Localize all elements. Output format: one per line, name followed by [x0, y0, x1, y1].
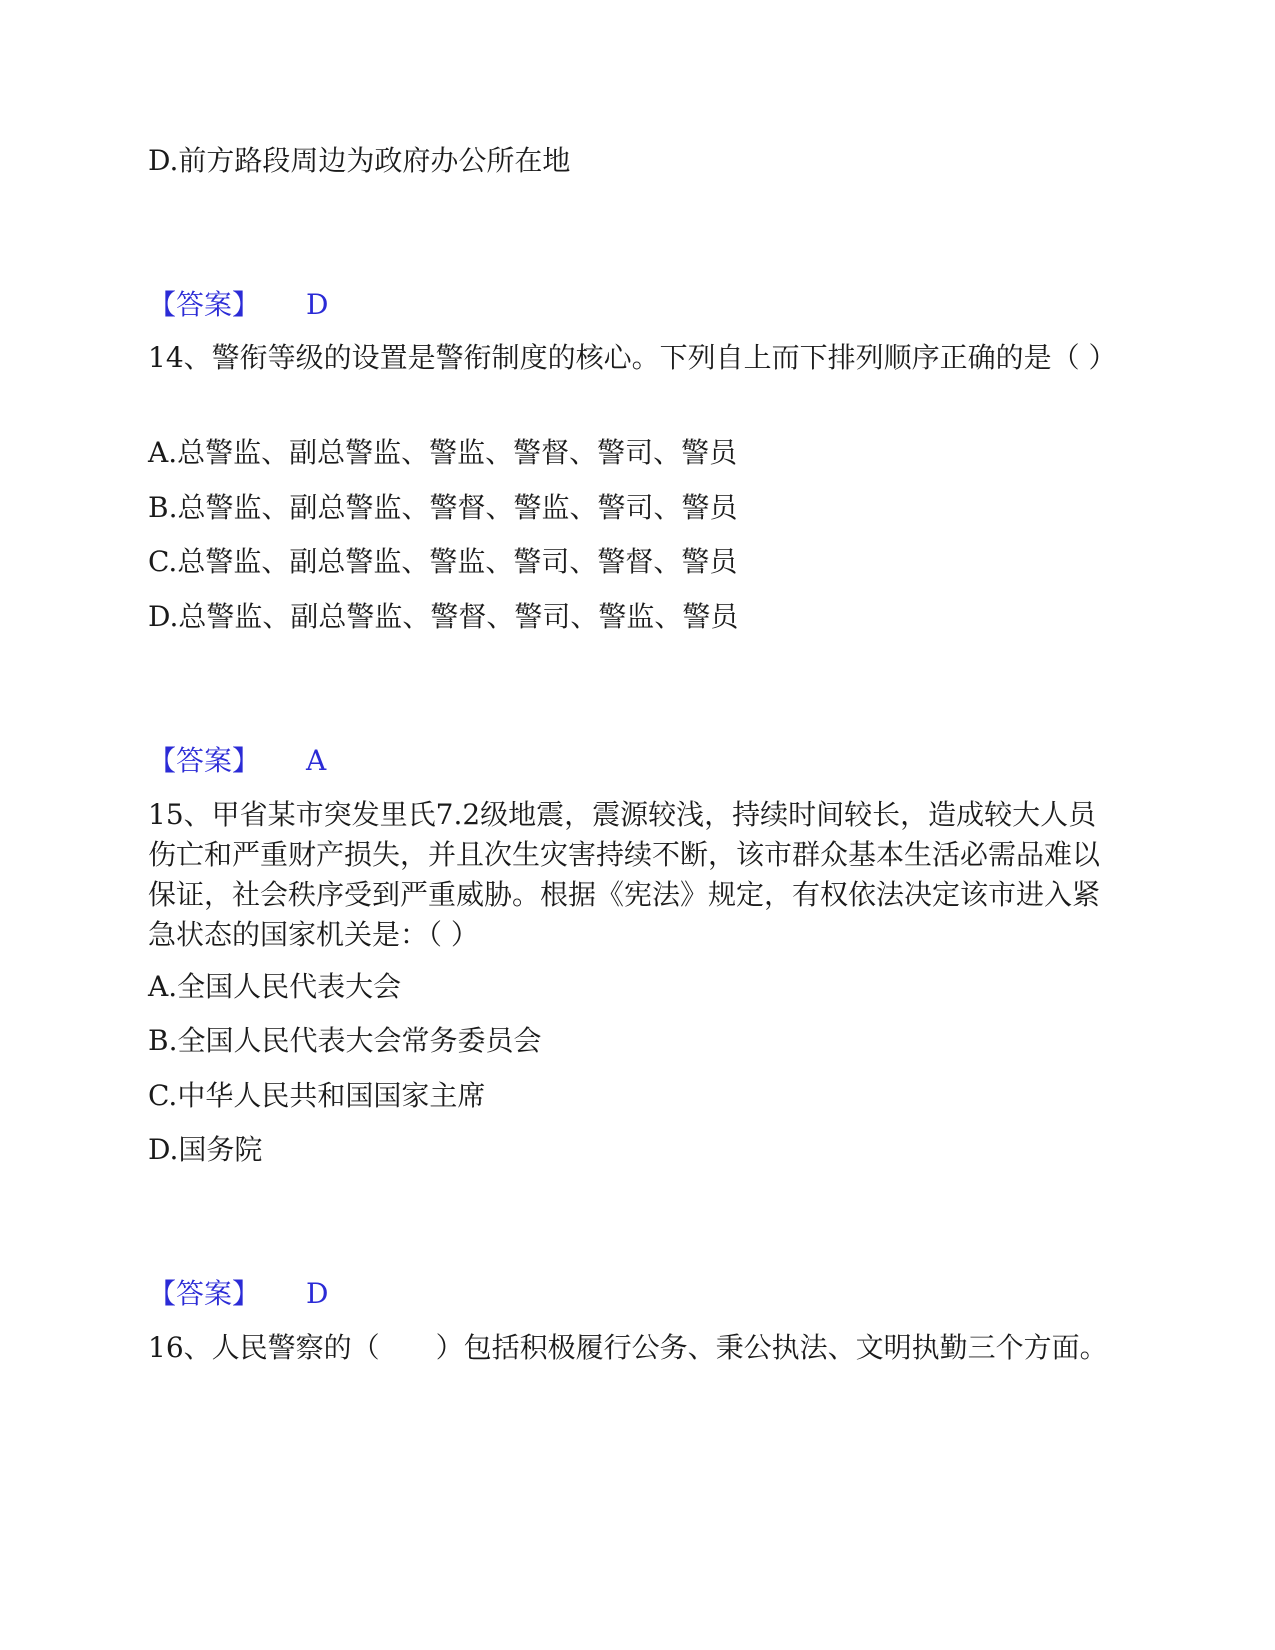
- question-15-option-c: C.中华人民共和国国家主席: [148, 1079, 486, 1112]
- option-d: D.前方路段周边为政府办公所在地: [148, 144, 571, 177]
- answer-label: 【答案】: [148, 744, 261, 777]
- question-14-option-c: C.总警监、副总警监、警监、警司、警督、警员: [148, 545, 738, 578]
- question-14-option-a: A.总警监、副总警监、警监、警督、警司、警员: [148, 436, 738, 469]
- question-15-text: 15、甲省某市突发里氏7.2级地震，震源较浅，持续时间较长，造成较大人员伤亡和严重财产损失，并且次生灾害持续不断，该市群众基本生活必需品难以保证，社会秩序受到严重威胁。根据《宪法》规定，有权依法决定该市进入紧急状态的国家机关是：（ ）: [148, 798, 1101, 951]
- question-15-option-b: B.全国人民代表大会常务委员会: [148, 1024, 542, 1057]
- answer-line: [148, 1276, 328, 1312]
- answer-value: D: [306, 1277, 329, 1310]
- question-15-option-a: A.全国人民代表大会: [148, 970, 402, 1003]
- question-14-option-b: B.总警监、副总警监、警督、警监、警司、警员: [148, 491, 738, 524]
- answer-value: A: [306, 744, 327, 777]
- question-14-option-d: D.总警监、副总警监、警督、警司、警监、警员: [148, 600, 739, 633]
- answer-label: 【答案】: [148, 1277, 261, 1310]
- question-16-text: 16、人民警察的（ ）包括积极履行公务、秉公执法、文明执勤三个方面。: [148, 1331, 1108, 1364]
- answer-line: [148, 743, 326, 779]
- question-14-text: 14、警衔等级的设置是警衔制度的核心。下列自上而下排列顺序正确的是（ ）: [148, 341, 1117, 374]
- answer-label: 【答案】: [148, 288, 261, 321]
- question-15-option-d: D.国务院: [148, 1133, 263, 1166]
- answer-line: [148, 287, 328, 323]
- answer-value: D: [306, 288, 329, 321]
